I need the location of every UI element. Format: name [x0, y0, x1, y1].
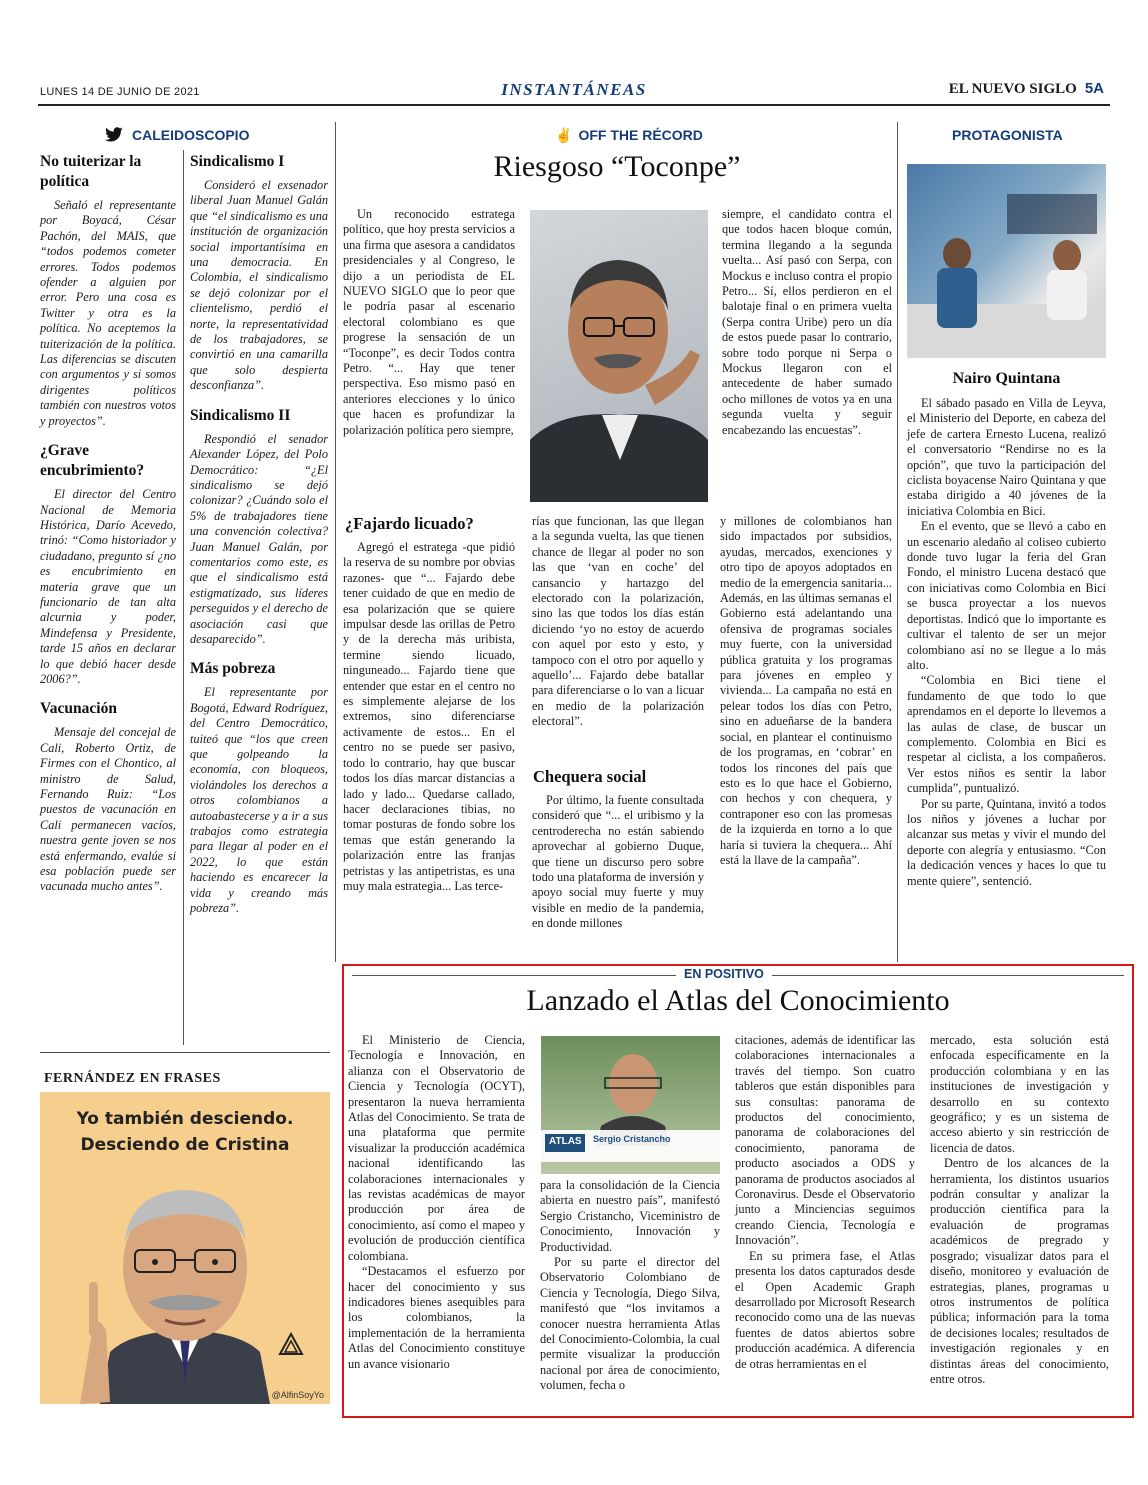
twitter-icon [104, 127, 124, 143]
article-column: El sábado pasado en Villa de Leyva, el Ministerio del Deporte, en cabeza del jefe de cartera Ernesto Lucena, realizó el conversatorio “Rendirse no es la opción”, que tuvo la participación del ciclista boyacense Nairo Quintana y que estaba dirigido a 40 jóvenes de la iniciativa Colombia en Bici. En el evento, que se llevó a cabo en un escenario aledaño al coliseo cubierto donde tuvo lugar la feria del Gran Fondo, el ministro Lucena destacó que con iniciativas como Colombia en Bici se busca proyectar a los nuevos deportistas. Indicó que lo importante es cultivar el talento de ser un mejor colombiano así no se llegue a lo más alto. “Colombia en Bici tiene el fundamento de que todo lo que aprendamos en el deporte lo llevemos a las aulas de clase, de buscar un complemento. Colombia en Bici es respetar al ciclista, a los compañeros. Ver estos niños es sentir la labor cumplida”, puntualizó. Por su parte, Quintana, invitó a todos los niños y jóvenes a luchar por alcanzar sus metas y vivir el mundo del deporte con alegría y entusiasmo. “Con la dedicación vences y haces lo que tu mente quiere”, sentenció. [907, 396, 1106, 888]
article-column: Agregó el estratega -que pidió la reserva de su nombre por obvias razones- que “... Fajardo debe tener cuidado de que en medio de esa polarización que se quiere impulsar desde las orillas de Petro y de la derecha más uribista, termine siendo licuado, ninguneado... Fajardo tiene que entender que estar en el centro no es simplemente alejarse de los extremos, sino diferenciarse activamente de estos... En el centro no se puede ser pasivo, todo lo contrario, hay que buscar todos los días marcar distancias a lado y lado... Quedarse callado, hacer declaraciones tibias, no tomar posturas de fondo sobre los temas que están generando la polarización entre las franjas petristas y las antipetristas, es una muy mala estrategia... Las terce- [343, 540, 515, 893]
subheadline: Chequera social [533, 767, 647, 786]
col-divider [897, 122, 898, 962]
article-column: y millones de colombianos han sido impactados por subsidios, ayudas, mercados, exenciones y otro tipo de apoyos adoptados en medio de la emergencia sanitaria... Además, en las últimas semanas el Gobierno está adelantando una ofensiva de programas sociales muy fuerte, con la universidad pública gratuita y los programas para jóvenes en empleo y vivienda... La campaña no está en pelear todos los días con Petro, sino en adueñarse de la bandera social, en plantear el continuismo de los programas, en ‘cobrar’ en todos los rincones del país que esto es lo que hace el Gobierno, con hechos y con chequera, y contraponer eso con las promesas de la izquierda en torno a lo que haría si tuviera la chequera... Ahí está la llave de la campaña”. [720, 514, 892, 867]
petro-photo [530, 210, 708, 502]
brief-text: El representante por Bogotá, Edward Rodríguez, del Centro Democrático, tuiteó que “los que creen que golpeando la economía, con bloqueos, violándoles los derechos a otros colombianos a autoabastecerse y a ir a sus trabajos como estrategia para llegar al poder en el 2022, lo que están haciendo es encarecer la vida y creando más pobreza”. [190, 685, 328, 916]
article-column: para la consolidación de la Ciencia abierta en nuestro país”, manifestó Sergio Cristancho, Viceministro de Conocimiento, Innovación y Productividad. Por su parte el director del Observatorio Colombiano de Ciencia y Tecnología, Diego Silva, manifestó que “los invitamos a conocer nuestra herramienta Atlas del Conocimiento-Colombia, la cual permite visualizar la producción nacional por área de conocimiento, volumen, fecha o [540, 1178, 720, 1393]
article-column: Un reconocido estratega político, que hoy presta servicios a una firma que asesora a candidatos presidenciales y al Congreso, le dijo a un periodista de EL NUEVO SIGLO que lo peor que le podría pasar al escenario electoral colombiano es que progrese la sensación de un “Toconpe”, es decir Todos contra Petro. “... Hay que tener perspectiva. Eso mismo pasó en anteriores elecciones y lo único que hacen es profundizar la polarización política pero siempre, [343, 207, 515, 437]
brief-text: Mensaje del concejal de Cali, Roberto Ortiz, de Firmes con el Chontico, al ministro de Salud, Fernando Ruiz: “Los puestos de vacunación en Cali permanecen vacíos, nuestra gente joven se nos está enfermando, evalúe si esa población puede ser vacunada mucho antes”. [40, 725, 176, 894]
headline: Vacunación [40, 700, 117, 718]
masthead [949, 80, 1104, 98]
cartoon [40, 1092, 330, 1404]
divider [40, 1052, 330, 1053]
subheadline: ¿Fajardo licuado? [345, 514, 474, 533]
issue-date: LUNES 14 DE JUNIO DE 2021 [40, 86, 200, 98]
col-divider [183, 150, 184, 1045]
atlas-logo: ATLAS [549, 1136, 582, 1147]
section-label: CALEIDOSCOPIO [132, 127, 250, 143]
brief-text: El director del Centro Nacional de Memoria Histórica, Darío Acevedo, trinó: “Como historiador y ciudadano, pregunto sí ¿no es encubrimiento en materia grave que un funcionario de tan alta alcurnia y poder, Mindefensa y Presidente, tarde 15 años en declarar lo que debió hacer desde 2006?”. [40, 487, 176, 686]
offrecord-title: Riesgoso “Toconpe” [493, 150, 741, 183]
masthead-name: EL NUEVO SIGLO [948, 81, 1077, 97]
headline: Más pobreza [190, 660, 276, 678]
caricature-portrait [40, 1162, 330, 1404]
cartoon-credit: @AlfinSoyYo [271, 1390, 324, 1400]
headline: ¿Grave encubrimiento? [40, 442, 145, 480]
caleidoscopio-label [104, 127, 249, 143]
header-rule [38, 104, 1110, 106]
positivo-label: EN POSITIVO [676, 967, 772, 981]
nairo-photo [907, 164, 1106, 358]
brief-text: Señaló el representante por Boyacá, César Pachón, del MAIS, que “todos podemos cometer errores. Todos podemos ofender a alguien por error. Pero una cosa es Twitter y otra es la política. No aceptemos la tuiterización de la política. Las diferencias se discuten con argumentos y si somos dirigentes políticos también con nuestros votos y proyectos”. [40, 198, 176, 428]
protagonista-label: PROTAGONISTA [952, 127, 1063, 143]
cristancho-photo [541, 1036, 720, 1174]
photo-caption: Sergio Cristancho [593, 1134, 671, 1144]
headline: Sindicalismo II [190, 406, 291, 424]
section-name: INSTANTÁNEAS [501, 80, 647, 99]
article-column: El Ministerio de Ciencia, Tecnología e Innovación, en alianza con el Observatorio de Ciencia y Tecnología (OCYT), presentaron la nueva herramienta Atlas del Conocimiento. Se trata de una plataforma que permite visualizar la producción académica nacional identificando las colaboraciones internacionales y las revistas académicas de mayor producción por área de conocimiento, así como el mapeo y evolución de producción científica colombiana. “Destacamos el esfuerzo por hacer del conocimiento y sus indicadores bienes asequibles para los colombianos, la implementación de la herramienta Atlas del Conocimiento constituye un avance visionario [348, 1033, 525, 1371]
page-number: 5A [1084, 80, 1104, 97]
offrecord-label: ✌ OFF THE RÉCORD [555, 127, 703, 143]
peace-hand-icon: ✌ [555, 127, 573, 143]
protagonist-name: Nairo Quintana [952, 370, 1061, 387]
article-column: rías que funcionan, las que llegan a la segunda vuelta, las que tienen chance de llegar al poder no son las que ‘van en coche’ del cansancio y hartazgo del electorado con la polarización, sino las que todos los días están diciendo ‘yo no estoy de acuerdo con aquel por esto y esto, y tampoco con el otro por aquello y aquello’... Fajardo debe batallar para diferenciarse o lo van a licuar en medio de la polarización electoral”. [532, 514, 704, 729]
cartoon-label: FERNÁNDEZ EN FRASES [44, 1071, 221, 1086]
caleidoscopio-col2 [190, 152, 328, 916]
cartoon-caption: Yo también desciendo. Desciendo de Cristina [76, 1109, 294, 1155]
event-image [907, 164, 1106, 358]
col-divider [335, 122, 336, 962]
article-column: citaciones, además de identificar las colaboraciones internacionales a través del tiempo. Son cuatro tableros que están disponibles para sus consultas: panorama de productos del conocimiento, panorama de colaboraciones del conocimiento, panorama de producto asociados a ODS y panorama de productos asociados al Coronavirus. Desde el Observatorio junto a Minciencias seguimos creando Ciencia, Tecnología e Innovación”. En su primera fase, el Atlas presenta los datos capturados desde el Open Academic Graph desarrollado por Microsoft Research reconocido como una de las nuevas fuentes de datos abiertos sobre producción académica. A diferencia de otras herramientas en el [735, 1033, 915, 1371]
article-column: siempre, el candidato contra el que todos hacen bloque común, termina llegando a la segunda vuelta... Así pasó con Serpa, con Mockus e incluso contra el propio Petro... Sí, ellos perdieron en el balotaje final o en primera vuelta (Serpa contra Uribe) pero un día de estos puede pasar lo contrario, sobre todo porque ni Serpa o Mockus llegaron con el antecedente de haber sumado ocho millones de votos ya en una segunda vuelta y seguir encabezando las encuestas”. [722, 207, 892, 437]
article-column: Por último, la fuente consultada consideró que “... el uribismo y la centroderecha no están sabiendo aprovechar al gobierno Duque, que tiene un discurso pero sobre todo una plataforma de inversión y apoyo social muy fuerte y muy visible en medio de la pandemia, en donde millones [532, 793, 704, 931]
positivo-title: Lanzado el Atlas del Conocimiento [526, 984, 950, 1017]
headline: Sindicalismo I [190, 153, 285, 170]
headline: No tuiterizar la política [40, 153, 142, 190]
portrait-image [530, 210, 708, 502]
caleidoscopio-col1 [40, 152, 176, 895]
video-still-image [541, 1036, 720, 1174]
brief-text: Respondió el senador Alexander López, del Polo Democrático: “¿El sindicalismo se dejó colonizar? ¿Cuándo solo el 5% de trabajadores tiene una convención colectiva? Juan Manuel Galán, por comentarios como este, es que el sindicalismo está estigmatizado, sus líderes perseguidos y el derecho de asociación casi que desaparecido”. [190, 431, 328, 646]
brief-text: Consideró el exsenador liberal Juan Manuel Galán que “el sindicalismo es una institución de organización social importantísima en una democracia. En Colombia, el sindicalismo se dejó colonizar por el clientelismo, perdió el norte, la representatividad de los trabajadores, se convirtió en una camarilla que solo despierta desconfianza”. [190, 178, 328, 393]
author-logo-icon [278, 1332, 304, 1356]
article-column: mercado, esta solución está enfocada específicamente en la producción colombiana y en las instituciones de investigación y desarrollo en su contexto geográfico; y es un sistema de acceso abierto y sin restricción de licencia de datos. Dentro de los alcances de la herramienta, los distintos usuarios podrán consultar y analizar la producción científica para la evaluación de programas académicos de pregrado y posgrado; visualizar datos para el diseño, monitoreo y evaluación de estrategias, planes, programas u otros instrumentos de política pública; información para la toma de decisiones locales; resultados de investigación regionales y en distintas áreas del conocimiento, entre otros. [930, 1033, 1109, 1386]
